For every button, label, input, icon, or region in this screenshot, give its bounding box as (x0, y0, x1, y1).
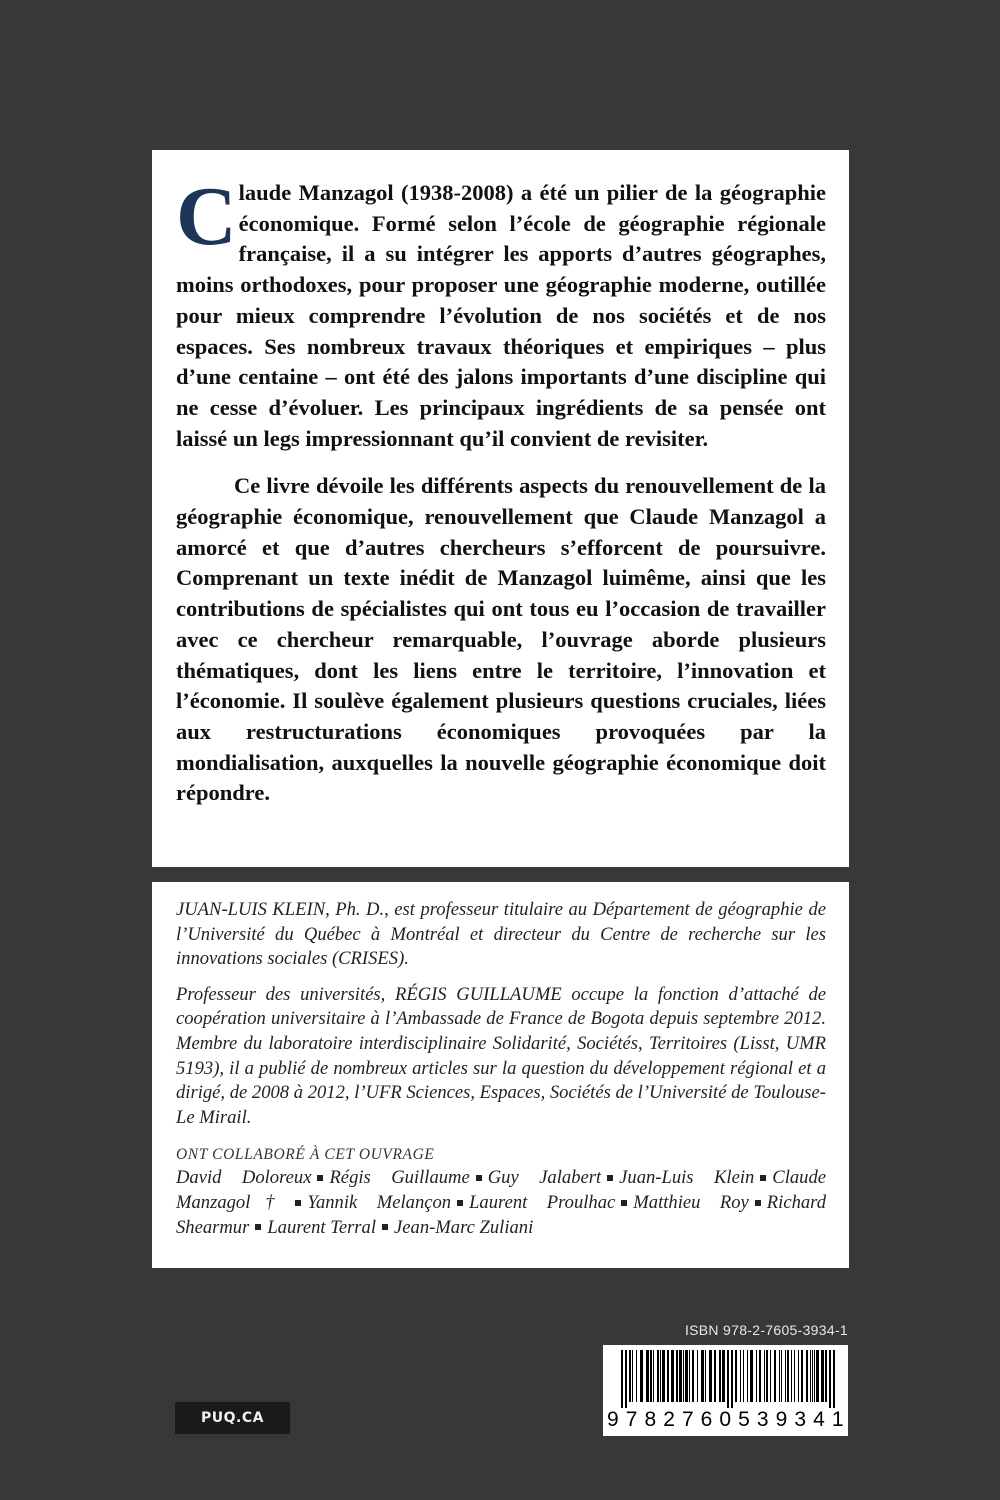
barcode-bar (671, 1350, 674, 1402)
barcode-bar (774, 1350, 776, 1402)
barcode-bar (759, 1350, 761, 1402)
barcode-bar (679, 1350, 682, 1402)
barcode-bar (653, 1350, 654, 1402)
barcode-bars (621, 1350, 837, 1408)
barcode-bar (650, 1350, 652, 1402)
separator-square (621, 1200, 627, 1206)
barcode-bar (689, 1350, 690, 1402)
barcode-bar (676, 1350, 678, 1402)
barcode-bar (816, 1350, 819, 1402)
barcode-bar (719, 1350, 721, 1402)
publisher-url-badge[interactable]: PUQ.CA (175, 1402, 290, 1434)
barcode-bar (640, 1350, 643, 1402)
barcode-bar (747, 1350, 748, 1402)
drop-cap: C (176, 170, 237, 263)
barcode-bar (779, 1350, 780, 1402)
barcode-bar (727, 1350, 729, 1408)
contributor-name: Claude Manzagol† (176, 1167, 827, 1213)
barcode-digit: 9 (607, 1408, 620, 1431)
barcode-bar (787, 1350, 789, 1402)
isbn-label: ISBN 978-2-7605-3934-1 (684, 1322, 848, 1338)
barcode-bar (798, 1350, 799, 1402)
barcode (603, 1345, 848, 1436)
separator-square (476, 1175, 482, 1181)
barcode-bar (625, 1350, 627, 1408)
separator-square (317, 1175, 323, 1181)
separator-square (382, 1224, 388, 1230)
separator-square (607, 1175, 613, 1181)
barcode-bar (806, 1350, 808, 1402)
barcode-bar (764, 1350, 765, 1402)
barcode-bar (735, 1350, 737, 1402)
authors-panel (152, 882, 849, 1268)
barcode-bar (821, 1350, 824, 1402)
barcode-bar (657, 1350, 659, 1402)
separator-square (760, 1175, 766, 1181)
barcode-digit: 3 (794, 1408, 807, 1431)
contributor-name: David Doloreux (176, 1167, 312, 1189)
barcode-digit: 0 (719, 1408, 732, 1431)
barcode-bar (766, 1350, 768, 1402)
barcode-digit: 2 (663, 1408, 676, 1431)
barcode-bar (705, 1350, 706, 1402)
barcode-bar (770, 1350, 771, 1402)
summary-panel (152, 150, 849, 867)
barcode-bar (801, 1350, 803, 1402)
barcode-bar (791, 1350, 792, 1402)
contributor-name: Laurent Terral (267, 1216, 377, 1238)
barcode-bar (812, 1350, 813, 1402)
contributor-name: Guy Jalabert (487, 1167, 602, 1189)
barcode-bar (621, 1350, 623, 1408)
separator-square (457, 1200, 463, 1206)
summary-paragraph-2: Ce livre dévoile les différents aspects du renouvellement de la géographie économique, renouvellement que Claude Manzagol a amorcé et que d’autres chercheurs s’efforcent de poursuivre. Comprenant un texte inédit de Manzagol luimême, ainsi que les contributions de spécialistes qui ont tous eu l’occasion de travailler avec ce chercheur remarquable, l’ouvrage aborde plusieurs thématiques, dont les liens entre le territoire, l’innovation et l’économie. Il soulève également plusieurs questions cruciales, liées aux restructurations économiques provoquées par la mondialisation, auxquelles la nouvelle géographie économique doit répondre. (176, 473, 826, 806)
contributor-name: Régis Guillaume (329, 1167, 470, 1189)
contributors-heading: ONT COLLABORÉ À CET OUVRAGE (176, 1146, 435, 1164)
barcode-bar (785, 1350, 786, 1402)
barcode-digit: 1 (831, 1408, 844, 1431)
contributor-name: Yannik Melançon (307, 1191, 452, 1213)
contributor-name: Jean-Marc Zuliani (394, 1216, 534, 1238)
barcode-bar (829, 1350, 831, 1408)
barcode-bar (833, 1350, 835, 1408)
separator-square (255, 1224, 261, 1230)
barcode-bar (781, 1350, 782, 1402)
barcode-digit: 7 (625, 1408, 638, 1431)
barcode-bar (814, 1350, 815, 1402)
separator-square (755, 1200, 761, 1206)
barcode-bar (794, 1350, 795, 1402)
barcode-bar (743, 1350, 744, 1402)
summary-paragraph-1 (176, 170, 826, 454)
barcode-digit: 4 (813, 1408, 826, 1431)
author-bio-guillaume: Professeur des universités, RÉGIS GUILLAUME occupe la fonction d’attaché de coopération universitaire à l’Ambassade de France de Bogota depuis septembre 2012. Membre du laboratoire interdisciplinaire Solidarité, Sociétés, Territoires (Lisst, UMR 5193), il a publié de nombreux articles sur la question du développement régional et a dirigé, de 2008 à 2012, l’UFR Sciences, Espaces, Sociétés de l’Université de Toulouse-Le Mirail. (176, 983, 826, 1128)
summary-paragraph-1-text: laude Manzagol (1938-2008) a été un pilier de la géographie économique. Formé selon l’école de géographie régionale française, il a su intégrer les apports d’autres géographes, moins orthodoxes, pour proposer une géographie moderne, outillée pour mieux comprendre l’évolution de nos sociétés et de nos espaces. Ses nombreux travaux théoriques et empiriques – plus d’une centaine – ont été des jalons importants d’une discipline qui ne cesse d’évoluer. Les principaux ingrédients de sa pensée ont laissé un legs impressionnant qu’il convient de revisiter. (176, 180, 826, 451)
barcode-digit: 9 (775, 1408, 788, 1431)
barcode-bar (646, 1350, 649, 1402)
author-bio-klein: JUAN-LUIS KLEIN, Ph. D., est professeur titulaire au Département de géographie de l’Université du Québec à Montréal et directeur du Centre de recherche sur les innovations sociales (CRISES). (176, 899, 826, 970)
contributor-name: Richard Shearmur (176, 1191, 827, 1238)
barcode-digit: 8 (644, 1408, 657, 1431)
barcode-digit: 3 (756, 1408, 770, 1431)
contributor-name: Juan-Luis Klein (619, 1167, 755, 1189)
barcode-digit: 5 (738, 1408, 751, 1431)
contributor-name: Laurent Proulhac (469, 1191, 616, 1213)
barcode-bar (714, 1350, 716, 1402)
contributor-name: Matthieu Roy (633, 1191, 749, 1213)
barcode-bar (662, 1350, 665, 1402)
barcode-bar (660, 1350, 661, 1402)
barcode-bar (750, 1350, 753, 1402)
barcode-digit: 6 (700, 1408, 713, 1431)
barcode-bar (722, 1350, 725, 1402)
barcode-bar (636, 1350, 637, 1402)
separator-square (295, 1200, 301, 1206)
barcode-bar (756, 1350, 757, 1402)
contributors-list (176, 1166, 826, 1240)
barcode-bar (709, 1350, 712, 1402)
barcode-digit: 7 (681, 1408, 695, 1431)
barcode-digits (607, 1408, 844, 1432)
barcode-bar (629, 1350, 631, 1402)
barcode-bar (667, 1350, 669, 1402)
barcode-bar (731, 1350, 733, 1408)
barcode-bar (810, 1350, 811, 1402)
barcode-bar (685, 1350, 688, 1402)
barcode-bar (683, 1350, 684, 1402)
barcode-bar (697, 1350, 698, 1402)
barcode-bar (692, 1350, 694, 1402)
barcode-bar (825, 1350, 827, 1402)
barcode-bar (740, 1350, 741, 1402)
barcode-bar (701, 1350, 704, 1402)
barcode-bar (632, 1350, 633, 1402)
